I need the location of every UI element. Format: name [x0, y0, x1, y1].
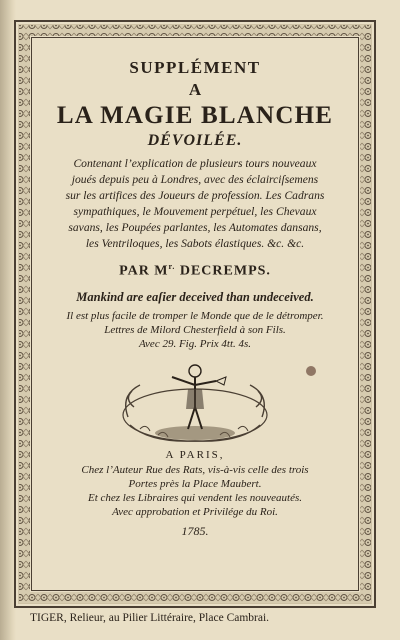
address-line: Et chez les Libraires qui vendent les nouveautés.: [87, 491, 303, 504]
epigraph: Mankind are eaſier deceived than undeceived.: [76, 289, 314, 304]
quote-line: Avec 29. Fig. Prix 4tt. 4s.: [138, 337, 252, 350]
description-line: sympathiques, le Mouvement perpétuel, les Chevaux: [73, 205, 317, 218]
description-line: Contenant l’explication de plusieurs tours nouveaux: [73, 157, 317, 170]
quote-line: Lettres de Milord Chesterfield à son Fils.: [104, 323, 286, 336]
address-line: Portes près la Place Maubert.: [128, 477, 262, 490]
address-line: Avec approbation et Privilége du Roi.: [112, 505, 278, 518]
author-name: DECREMPS.: [179, 263, 271, 279]
binder-label: TIGER, Relieur, au Pilier Littéraire, Place Cambrai.: [30, 612, 270, 624]
imprint-address: [32, 463, 358, 519]
ink-stain: [306, 366, 316, 376]
title-text-block: [32, 48, 358, 539]
title-magie-blanche: LA MAGIE BLANCHE: [56, 102, 334, 129]
description-line: sur les artifices des Joueurs de profession. Les Cadrans: [65, 189, 325, 202]
quote-block: [32, 309, 358, 351]
standing-figure-wreath-icon: [110, 355, 280, 447]
author-prefix: PAR M: [119, 263, 169, 279]
author-title-sup: r.: [168, 262, 176, 271]
imprint-year: 1785.: [181, 523, 209, 538]
author-line: [32, 262, 358, 280]
description-line: joués depuis peu à Londres, avec des éclairciſsemens: [71, 173, 319, 186]
description: [32, 156, 358, 252]
quote-line: Il est plus facile de tromper le Monde que de le détromper.: [66, 309, 324, 322]
title-supplement: SUPPLÉMENT: [129, 58, 261, 77]
title-page: [14, 20, 376, 608]
description-line: savans, les Poupées parlantes, les Automates dansans,: [68, 221, 322, 234]
imprint-place: A PARIS,: [165, 448, 225, 461]
description-line: les Ventriloques, les Sabots élastiques. &c. &c.: [85, 237, 305, 250]
title-a: A: [188, 80, 202, 99]
address-line: Chez l’Auteur Rue des Rats, vis-à-vis celle des trois: [81, 463, 309, 476]
title-devoilee: DÉVOILÉE.: [147, 132, 243, 149]
